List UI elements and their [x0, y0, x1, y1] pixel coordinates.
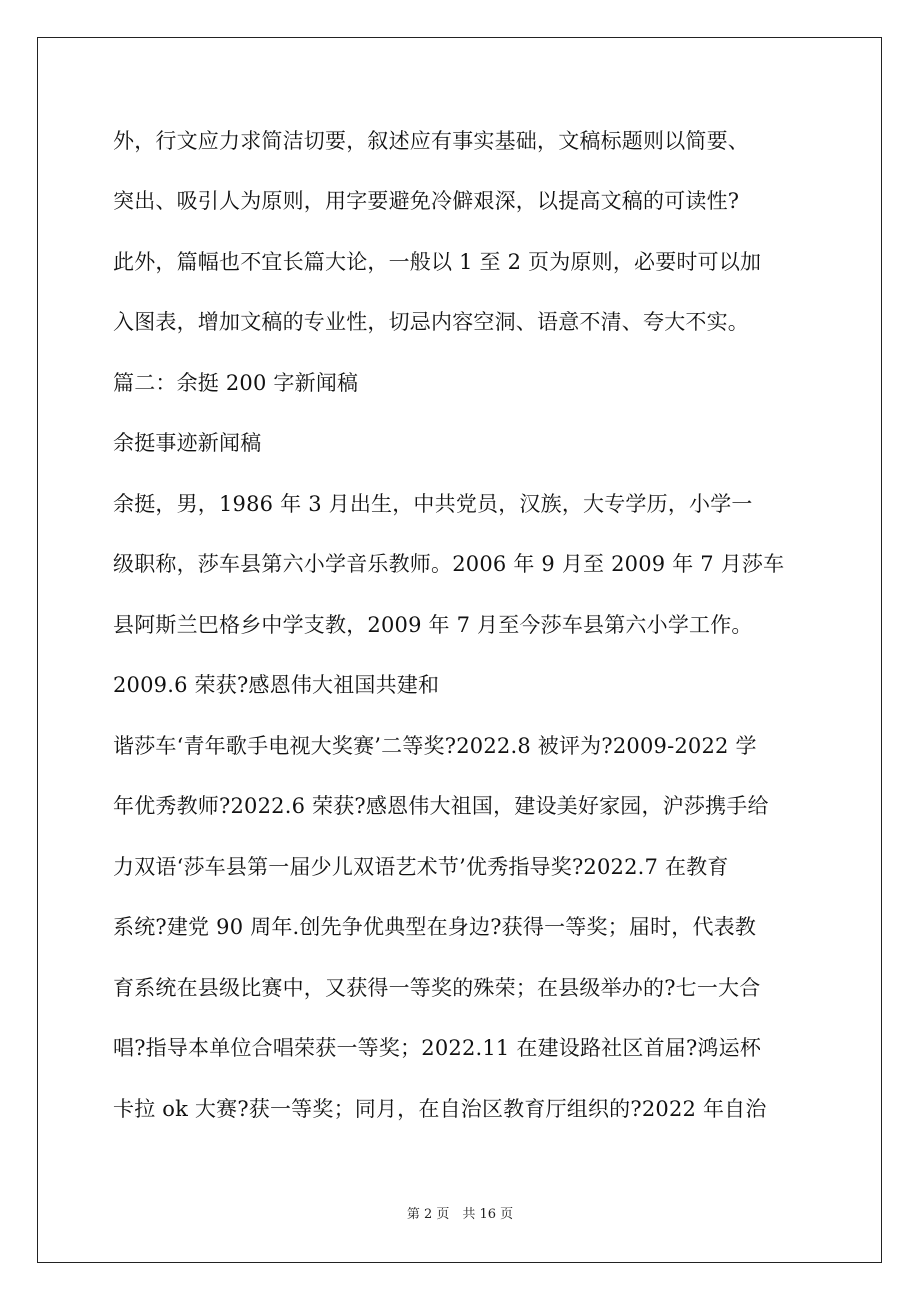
- body-line-16: 唱?指导本单位合唱荣获一等奖；2022.11 在建设路社区首届?鸿运杯: [113, 1036, 762, 1060]
- page-border: [37, 37, 882, 1263]
- section-heading: 篇二：余挺 200 字新闻稿: [113, 371, 359, 395]
- body-line-11: 谐莎车‘青年歌手电视大奖赛’二等奖?2022.8 被评为?2009-2022 学: [113, 734, 757, 758]
- article-title: 余挺事迹新闻稿: [113, 431, 262, 455]
- body-line-7: 余挺，男，1986 年 3 月出生，中共党员，汉族，大专学历，小学一: [113, 492, 753, 516]
- body-line-15: 育系统在县级比赛中，又获得一等奖的殊荣；在县级举办的?七一大合: [113, 976, 761, 1000]
- body-line-9: 县阿斯兰巴格乡中学支教，2009 年 7 月至今莎车县第六小学工作。: [113, 613, 753, 637]
- body-line-12: 年优秀教师?2022.6 荣获?感恩伟大祖国，建设美好家园，沪莎携手给: [113, 794, 769, 818]
- body-line-17: 卡拉 ok 大赛?获一等奖；同月，在自治区教育厅组织的?2022 年自治: [113, 1097, 767, 1121]
- body-line-4: 入图表，增加文稿的专业性，切忌内容空洞、语意不清、夸大不实。: [113, 310, 749, 334]
- body-line-10: 2009.6 荣获?感恩伟大祖国共建和: [113, 673, 440, 697]
- body-line-8: 级职称，莎车县第六小学音乐教师。2006 年 9 月至 2009 年 7 月莎车: [113, 552, 785, 576]
- body-line-13: 力双语‘莎车县第一届少儿双语艺术节’优秀指导奖?2022.7 在教育: [113, 855, 729, 879]
- page-footer: 第 2 页 共 16 页: [406, 1207, 514, 1222]
- body-line-3: 此外，篇幅也不宜长篇大论，一般以 1 至 2 页为原则，必要时可以加: [113, 250, 762, 274]
- body-line-1: 外，行文应力求简洁切要，叙述应有事实基础，文稿标题则以简要、: [113, 129, 749, 153]
- body-line-2: 突出、吸引人为原则，用字要避免冷僻艰深，以提高文稿的可读性?: [113, 189, 740, 213]
- body-line-14: 系统?建党 90 周年.创先争优典型在身边?获得一等奖；届时，代表教: [113, 915, 757, 939]
